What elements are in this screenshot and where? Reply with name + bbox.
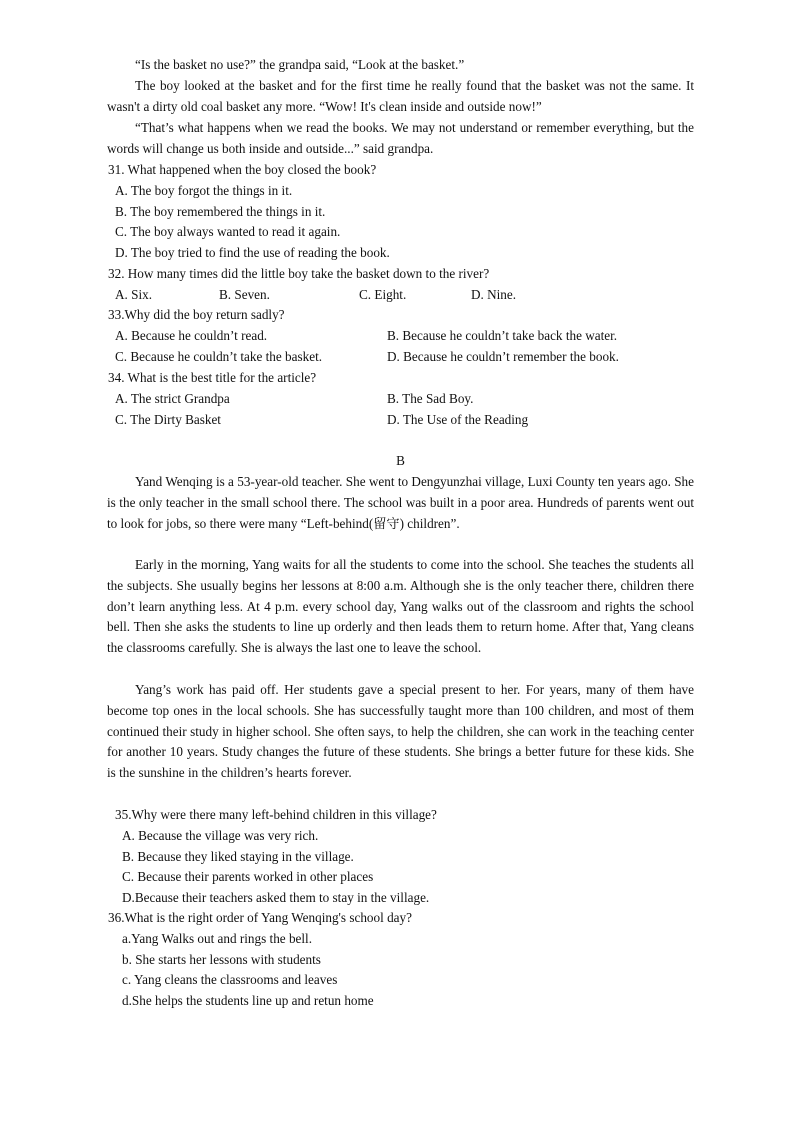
step-d: d.She helps the students line up and retun home — [122, 993, 374, 1009]
options-row-1 — [107, 389, 694, 410]
option-c: C. Because he couldn’t take the basket. — [115, 348, 323, 364]
option-a: A. Six. — [115, 286, 153, 302]
question-stem: 36.What is the right order of Yang Wenqing's school day? — [108, 910, 412, 925]
question-34 — [107, 368, 694, 430]
passage-a-paragraph-3: “That’s what happens when we read the books. We may not understand or remember everything, but the words will change us both inside and outside...” said grandpa. — [107, 120, 694, 156]
question-stem: 32. How many times did the little boy take the basket down to the river? — [108, 266, 490, 281]
question-stem: 34. What is the best title for the article? — [108, 370, 317, 385]
option-c: C. Eight. — [359, 286, 407, 302]
option-c: C. The Dirty Basket — [115, 411, 221, 427]
passage-a-paragraph-2: The boy looked at the basket and for the first time he really found that the basket was not the same. It wasn't a dirty old coal basket any more. “Wow! It's clean inside and outside now!” — [107, 78, 694, 114]
option-c: C. Because their parents worked in other places — [122, 869, 374, 885]
question-36 — [107, 908, 694, 1012]
passage-b-paragraph-2: Early in the morning, Yang waits for all the students to come into the school. She teaches the students all the subjects. She usually begins her lessons at 8:00 a.m. Although she is the only teacher there, children there don’t learn anything less. At 4 p.m. every school day, Yang walks out of the classroom and rights the school bell. Then she asks the students to line up orderly and then leads them to return home. After that, Yang cleans the classrooms carefully. She is always the last one to leave the school. — [107, 557, 694, 656]
option-a: A. Because the village was very rich. — [122, 827, 319, 843]
option-b: B. The Sad Boy. — [387, 390, 474, 406]
question-32 — [107, 264, 694, 306]
option-a: A. The strict Grandpa — [115, 390, 230, 406]
option-d: D. Nine. — [471, 286, 517, 302]
passage-a-paragraph-1: “Is the basket no use?” the grandpa said, “Look at the basket.” — [135, 57, 465, 72]
option-b: B. Because he couldn’t take back the water. — [387, 327, 618, 343]
options-row-2 — [107, 410, 694, 431]
option-a: A. The boy forgot the things in it. — [115, 182, 293, 198]
option-d: D.Because their teachers asked them to stay in the village. — [122, 890, 430, 906]
passage-b-heading: B — [396, 453, 405, 468]
question-stem: 31. What happened when the boy closed the book? — [108, 162, 377, 177]
option-d: D. Because he couldn’t remember the book. — [387, 348, 619, 364]
options-row-1 — [107, 326, 694, 347]
option-d: D. The boy tried to find the use of reading the book. — [115, 245, 390, 261]
question-35 — [107, 805, 694, 909]
option-b: B. Seven. — [219, 286, 270, 302]
question-stem: 35.Why were there many left-behind children in this village? — [115, 807, 437, 822]
step-a: a.Yang Walks out and rings the bell. — [122, 930, 313, 946]
options-row-2 — [107, 347, 694, 368]
option-d: D. The Use of the Reading — [387, 411, 529, 427]
option-b: B. Because they liked staying in the village. — [122, 848, 354, 864]
step-c: c. Yang cleans the classrooms and leaves — [122, 972, 338, 988]
option-a: A. Because he couldn’t read. — [115, 327, 268, 343]
question-stem: 33.Why did the boy return sadly? — [108, 307, 285, 322]
option-b: B. The boy remembered the things in it. — [115, 203, 326, 219]
passage-b-paragraph-3: Yang’s work has paid off. Her students gave a special present to her. For years, many of them have become top ones in the local schools. She has successfully taught more than 100 children, and most of them continued their study in higher school. She often says, to help the children, she can work in the teaching center for another 10 years. Study changes the future of these students. She brings a better future for these kids. She is the sunshine in the children’s hearts forever. — [107, 682, 694, 781]
step-b: b. She starts her lessons with students — [122, 951, 321, 967]
question-33 — [107, 305, 694, 367]
passage-b-paragraph-1: Yand Wenqing is a 53-year-old teacher. She went to Dengyunzhai village, Luxi County ten years ago. She is the only teacher in the small school there. The school was built in a poor area. Hundreds of parents went out to look for jobs, so there were many “Left-behind(留守) children”. — [107, 474, 694, 531]
options-row — [107, 285, 694, 306]
option-c: C. The boy always wanted to read it again. — [115, 224, 341, 240]
question-31 — [107, 160, 694, 264]
